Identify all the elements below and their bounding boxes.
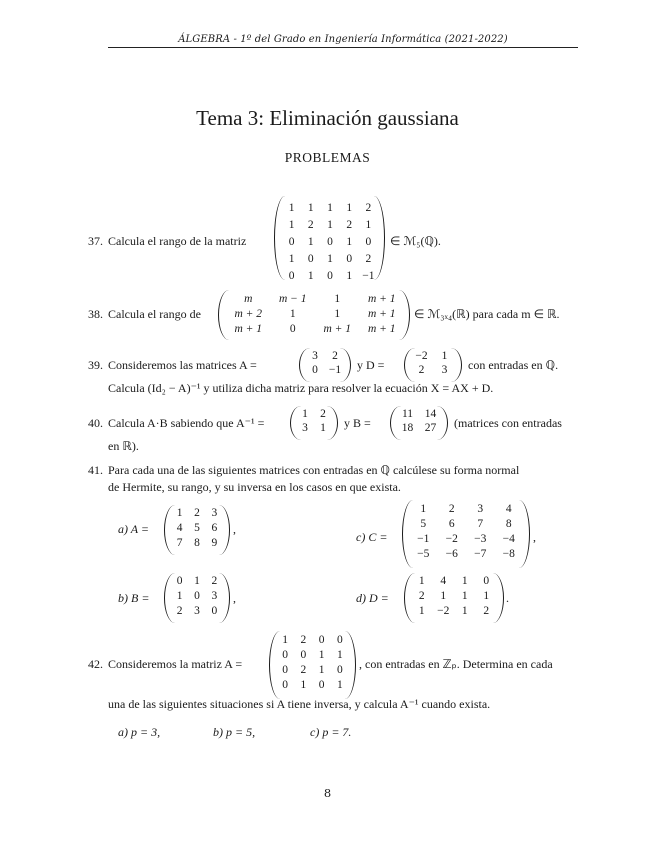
problem-42-matrix [276,635,349,695]
matrix-cell: 1 [327,219,333,231]
problem-41-line1: Para cada una de las siguientes matrices con entradas en ℚ calcúlese su forma normal [108,463,520,477]
matrix-cell: 0 [289,323,296,335]
matrix-cell: −1 [417,533,430,545]
matrix-cell: 1 [461,590,468,602]
matrix-cell: −4 [502,533,515,545]
problem-40-number: 40. [88,416,103,430]
matrix-cell: 1 [337,649,343,661]
matrix-cell: 0 [282,664,288,676]
matrix-cell: 2 [418,364,425,376]
matrix-cell: m + 1 [367,323,396,335]
matrix-cell: 0 [346,253,353,265]
matrix-cell: 1 [327,202,333,214]
problem-38-number: 38. [88,307,103,321]
matrix-cell: 1 [461,575,468,587]
problem-37-after: ∈ ℳ₅(ℚ). [390,234,441,248]
matrix-cell: 3 [312,350,318,362]
matrix-cell: 1 [318,649,325,661]
matrix-cell: 0 [300,649,307,661]
matrix-cell: 1 [418,605,425,617]
problem-42-number: 42. [88,657,103,671]
matrix-cell: 0 [288,236,295,248]
problem-39-matrix-D [410,351,456,379]
matrix-cell: 3 [441,364,448,376]
matrix-cell: 27 [424,422,437,434]
problem-38-after: ∈ ℳ₃ₓ₄(ℝ) para cada m ∈ ℝ. [414,307,560,321]
matrix-cell: 0 [327,270,333,282]
page-title: Tema 3: Eliminación gaussiana [196,106,459,130]
problem-39-after: con entradas en ℚ. [468,358,559,372]
matrix-cell: 2 [300,664,307,676]
problem-41-matrix-C [409,504,523,564]
matrix-cell: 1 [194,575,200,587]
problem-41-a-label: a) A = [118,522,149,536]
matrix-cell: 2 [194,507,200,519]
problem-41-b-after: , [233,591,236,605]
matrix-cell: 1 [289,308,296,320]
matrix-cell: 3 [211,590,218,602]
matrix-cell: 1 [334,308,341,320]
matrix-cell: −2 [415,350,428,362]
matrix-cell: 9 [211,537,218,549]
problem-42-option-b: b) p = 5, [213,725,256,739]
matrix-cell: 1 [176,590,183,602]
matrix-cell: 1 [483,590,490,602]
matrix-cell: 0 [194,590,200,602]
matrix-cell: 2 [365,202,372,214]
matrix-cell: 1 [288,253,295,265]
matrix-cell: 1 [302,408,308,420]
matrix-cell: 2 [300,634,307,646]
matrix-cell: 2 [332,350,338,362]
matrix-cell: −2 [437,605,450,617]
matrix-cell: 0 [337,664,343,676]
problem-41-c-after: , [533,530,536,544]
section-subtitle: PROBLEMAS [284,150,371,165]
problem-41-d-label: d) D = [356,591,389,605]
problem-42-option-a: a) p = 3, [118,725,161,739]
matrix-cell: 1 [346,236,353,248]
matrix-cell: 1 [418,575,425,587]
problem-41-matrix-A [171,508,223,553]
matrix-cell: 0 [365,236,372,248]
matrix-cell: 1 [288,219,295,231]
matrix-cell: 0 [327,236,333,248]
matrix-cell: 2 [483,605,490,617]
matrix-cell: m − 1 [278,293,307,305]
matrix-cell: 1 [441,350,448,362]
matrix-cell: 2 [418,590,425,602]
problem-41-a-after: , [233,522,236,536]
problem-40-after: (matrices con entradas [454,416,562,430]
page-number: 8 [323,786,332,800]
matrix-cell: 1 [461,605,468,617]
matrix-cell: 0 [337,634,343,646]
problem-39-text: Consideremos las matrices A = [108,358,257,372]
matrix-cell: 0 [282,679,288,691]
matrix-cell: 2 [320,408,326,420]
matrix-cell: 1 [346,202,353,214]
problem-40-line2: en ℝ). [108,439,139,453]
matrix-cell: 2 [176,605,183,617]
matrix-cell: 0 [176,575,183,587]
header-rule [108,47,578,48]
problem-41-c-label: c) C = [356,530,388,544]
matrix-cell: 0 [211,605,218,617]
matrix-cell: 4 [176,522,183,534]
problem-37-matrix [282,203,378,288]
matrix-cell: 2 [307,219,314,231]
matrix-cell: 3 [302,422,308,434]
matrix-cell: 1 [318,664,325,676]
matrix-cell: 7 [176,537,183,549]
problem-39-mid: y D = [357,358,385,372]
matrix-cell: 8 [505,518,512,530]
problem-41-matrix-B [171,576,223,621]
problem-40-matrix-B [396,409,442,437]
matrix-cell: 14 [424,408,437,420]
matrix-cell: m + 2 [234,308,263,320]
matrix-cell: 11 [401,408,414,420]
matrix-cell: −5 [417,548,430,560]
problem-41-number: 41. [88,463,103,477]
problem-42-option-c: c) p = 7. [310,725,352,739]
matrix-cell: 5 [194,522,200,534]
problem-41-line2: de Hermite, su rango, y su inversa en los casos en que exista. [108,480,401,494]
matrix-cell: 1 [337,679,343,691]
matrix-cell: m + 1 [367,308,396,320]
problem-40-mid: y B = [344,416,371,430]
matrix-cell: 8 [194,537,200,549]
matrix-cell: 2 [211,575,218,587]
matrix-cell: 1 [282,634,288,646]
matrix-cell: 1 [307,202,314,214]
problem-39-line2: Calcula (Id₂ − A)⁻¹ y utiliza dicha matriz para resolver la ecuación X = AX + D. [108,381,494,395]
matrix-cell: 3 [194,605,200,617]
matrix-cell: 1 [320,422,326,434]
matrix-cell: 1 [300,679,307,691]
matrix-cell: m + 1 [323,323,352,335]
problem-40-matrix-Ainv [296,409,332,437]
matrix-cell: 1 [176,507,183,519]
matrix-cell: 3 [211,507,218,519]
matrix-cell: m + 1 [367,293,396,305]
problem-38-text: Calcula el rango de [108,307,201,321]
problem-39-matrix-A [305,351,345,379]
problem-39-number: 39. [88,358,103,372]
matrix-cell: 1 [365,219,372,231]
matrix-cell: 18 [401,422,414,434]
matrix-cell: m + 1 [234,323,263,335]
matrix-cell: 1 [346,270,353,282]
matrix-cell: 1 [307,270,314,282]
problem-42-line2: una de las siguientes situaciones si A tiene inversa, y calcula A⁻¹ cuando exista. [108,697,491,711]
problem-37-text: Calcula el rango de la matriz [108,234,247,248]
matrix-cell: 2 [346,219,353,231]
matrix-cell: 0 [318,634,325,646]
problem-38-matrix [226,294,404,339]
problem-42-text: Consideremos la matriz A = [108,657,243,671]
matrix-cell: −1 [362,270,375,282]
matrix-cell: 6 [448,518,455,530]
matrix-cell: 4 [440,575,447,587]
problem-40-text: Calcula A·B sabiendo que A⁻¹ = [108,416,265,430]
matrix-cell: −7 [474,548,487,560]
matrix-cell: −2 [445,533,458,545]
problem-42-after: , con entradas en ℤₚ. Determina en cada [359,657,553,671]
matrix-cell: 1 [288,202,295,214]
matrix-cell: −6 [445,548,458,560]
matrix-cell: 7 [477,518,484,530]
matrix-cell: 0 [282,649,288,661]
matrix-cell: 4 [505,503,512,515]
matrix-cell: 2 [365,253,372,265]
problem-41-b-label: b) B = [118,591,150,605]
problem-37-number: 37. [88,234,103,248]
matrix-cell: 3 [477,503,484,515]
matrix-cell: 0 [318,679,325,691]
problem-41-d-after: . [506,591,509,605]
matrix-cell: 1 [334,293,341,305]
matrix-cell: 1 [307,236,314,248]
matrix-cell: −1 [328,364,342,376]
matrix-cell: 6 [211,522,218,534]
matrix-cell: 0 [288,270,295,282]
matrix-cell: 0 [312,364,318,376]
matrix-cell: 1 [440,590,447,602]
matrix-cell: 2 [448,503,455,515]
matrix-cell: −3 [474,533,487,545]
matrix-cell: 0 [307,253,314,265]
matrix-cell: m [244,293,253,305]
matrix-cell: 5 [420,518,427,530]
matrix-cell: −8 [502,548,515,560]
matrix-cell: 1 [420,503,427,515]
matrix-cell: 0 [483,575,490,587]
problem-41-matrix-D [411,576,497,621]
matrix-cell: 1 [327,253,333,265]
page-header: ÁLGEBRA - 1º del Grado en Ingeniería Informática (2021-2022) [178,34,508,45]
